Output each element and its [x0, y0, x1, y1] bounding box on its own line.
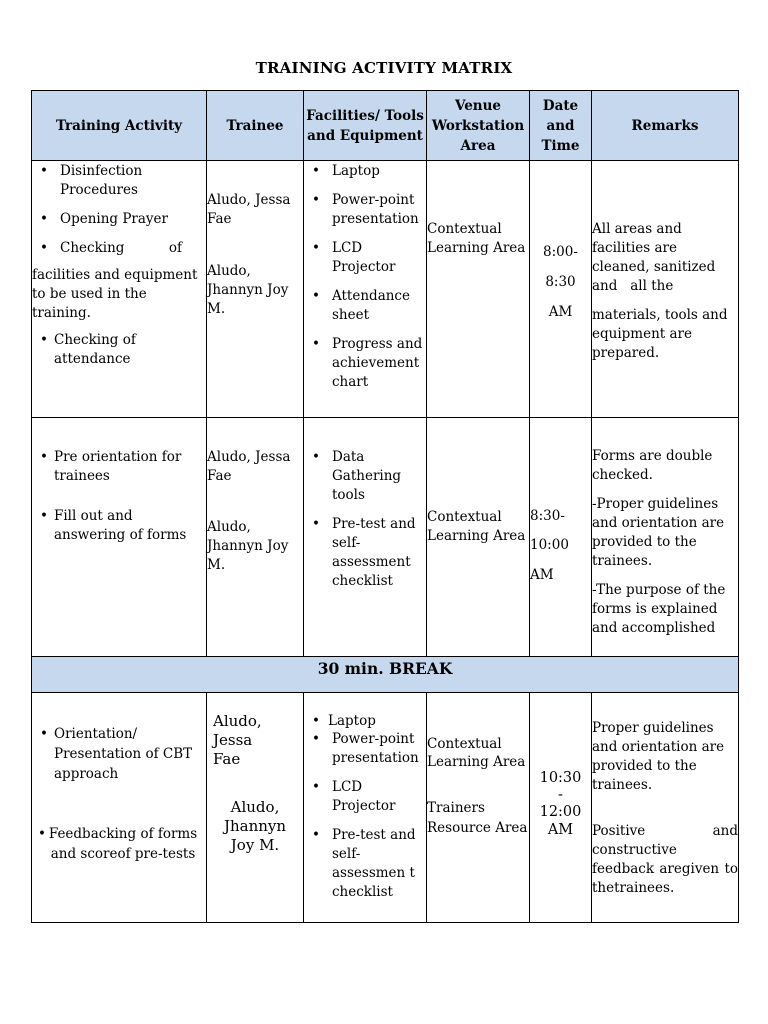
trainee-cell	[207, 693, 304, 923]
time-line: -	[558, 787, 563, 803]
trainee-name: Aludo, Jessa Fae	[207, 192, 291, 227]
activity-cell	[32, 418, 207, 657]
time-line: 12:00	[539, 804, 582, 820]
time-line: AM	[530, 567, 554, 583]
list-item: • Disinfection Procedures	[32, 162, 206, 200]
trainee-name: Aludo, Jhannyn Joy M.	[207, 263, 289, 317]
time-line: 10:00	[530, 537, 569, 553]
remarks-cell	[592, 161, 739, 418]
header-remarks: Remarks	[592, 91, 739, 161]
header-venue: Venue Workstation Area	[427, 91, 530, 161]
trainee-name: Aludo, Jhannyn Joy M.	[223, 798, 287, 854]
list-item: • Data Gathering tools	[304, 448, 426, 505]
remarks-cell	[592, 693, 739, 923]
time-line: AM	[547, 822, 574, 838]
header-trainee: Trainee	[207, 91, 304, 161]
list-item: • Power-point presentation	[304, 730, 426, 768]
break-label: 30 min. BREAK	[32, 657, 739, 693]
venue-text: Contextual Learning Area	[427, 221, 526, 256]
table-row	[32, 693, 739, 923]
facilities-cell	[304, 161, 427, 418]
activity-cell	[32, 693, 207, 923]
remark-text: materials, tools and equipment are prepared.	[592, 307, 728, 361]
time-line: 8:30	[545, 274, 576, 290]
list-item: • Opening Prayer	[32, 210, 206, 229]
header-training-activity: Training Activity	[32, 91, 207, 161]
table-row	[32, 418, 739, 657]
list-item: • Checking of	[32, 239, 206, 258]
list-item: • LCD Projector	[304, 239, 426, 277]
list-item: • Laptop	[304, 162, 426, 181]
date-time-cell	[530, 418, 592, 657]
remark-text: Proper guidelines and orientation are provided to the trainees.	[592, 720, 725, 793]
trainee-cell	[207, 161, 304, 418]
facilities-cell	[304, 418, 427, 657]
trainee-cell	[207, 418, 304, 657]
time-line: 10:30	[539, 770, 582, 786]
venue-text: Contextual Learning Area	[427, 509, 526, 544]
list-item: • Feedbacking of forms and scoreof pre-tests	[38, 826, 198, 862]
training-activity-matrix	[31, 90, 739, 923]
venue-cell	[427, 161, 530, 418]
remarks-cell	[592, 418, 739, 657]
list-item: • Laptop	[304, 712, 426, 730]
remark-text: -Proper guidelines and orientation are provided to the trainees.	[592, 496, 725, 569]
remark-text: Forms are double checked.	[592, 448, 713, 483]
header-facilities: Facilities/ Tools and Equipment	[304, 91, 427, 161]
venue-cell	[427, 693, 530, 923]
date-time-cell	[530, 161, 592, 418]
list-item: • Orientation/ Presentation of CBT approach	[32, 724, 206, 784]
remark-text: Positive and constructive feedback aregiven to thetrainees.	[592, 823, 738, 896]
trainee-name: Aludo, Jessa Fae	[213, 712, 262, 768]
activity-cell	[32, 161, 207, 418]
list-item: • Pre-test and self-assessment checklist	[304, 515, 426, 591]
table-row	[32, 161, 739, 418]
list-item: • Power-point presentation	[304, 191, 426, 229]
time-line: 8:00-	[543, 244, 578, 260]
list-item: • LCD Projector	[304, 778, 426, 816]
remark-text: -The purpose of the forms is explained and accomplished	[592, 582, 726, 636]
venue-text: Trainers Resource Area	[427, 800, 528, 836]
header-date-time: Date and Time	[530, 91, 592, 161]
list-item: • Pre orientation for trainees	[32, 448, 206, 486]
facilities-cell	[304, 693, 427, 923]
document-title: TRAINING ACTIVITY MATRIX	[255, 59, 513, 77]
venue-cell	[427, 418, 530, 657]
trainee-name: Aludo, Jessa Fae	[207, 449, 291, 484]
time-line: 8:30-	[530, 508, 565, 524]
list-item: • Checking of attendance	[32, 331, 206, 369]
trainee-name: Aludo, Jhannyn Joy M.	[207, 519, 289, 573]
activity-continuation: facilities and equipment to be used in the training.	[32, 267, 198, 321]
venue-text: Contextual Learning Area	[427, 736, 526, 770]
list-item: • Pre-test and self-assessmen t checklist	[304, 826, 426, 902]
date-time-cell	[530, 693, 592, 923]
list-item: • Fill out and answering of forms	[32, 507, 206, 545]
remark-text: All areas and facilities are cleaned, sanitized and all the	[592, 221, 720, 294]
list-item: • Attendance sheet	[304, 287, 426, 325]
list-item: • Progress and achievement chart	[304, 335, 426, 392]
time-line: AM	[548, 304, 573, 320]
break-row	[32, 657, 739, 693]
header-row	[32, 91, 739, 161]
